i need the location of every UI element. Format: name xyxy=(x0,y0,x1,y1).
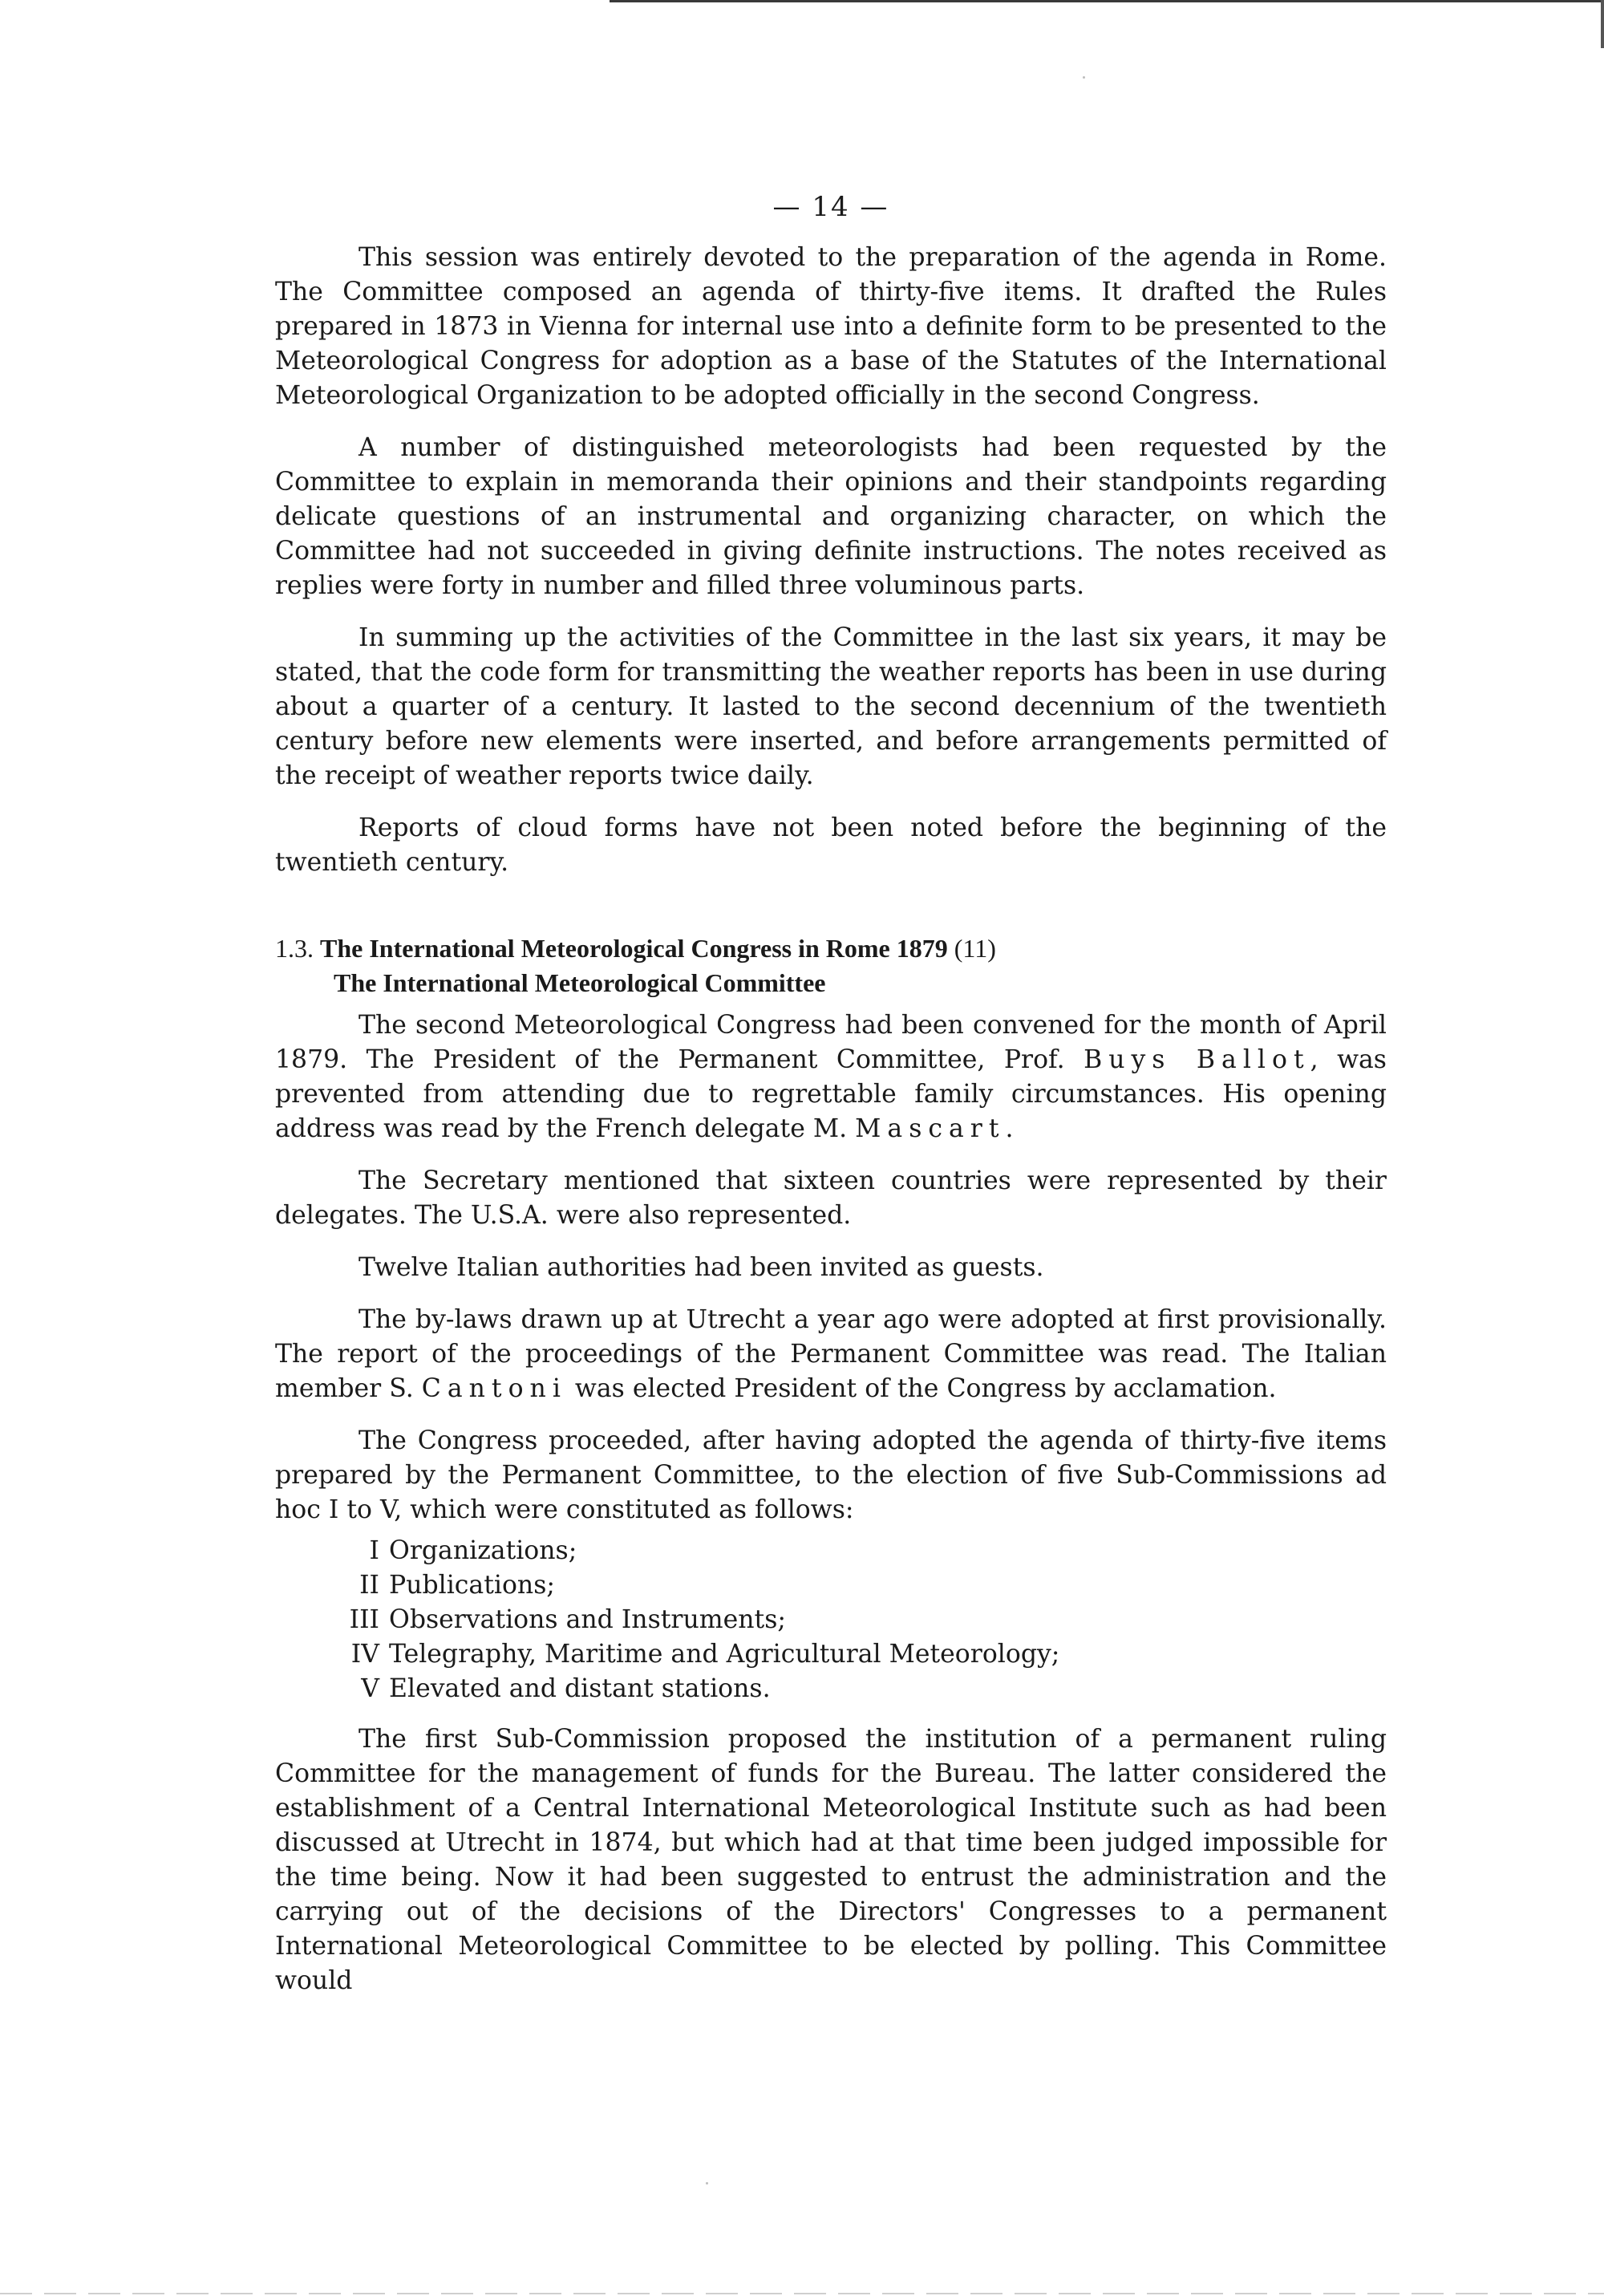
list-numeral: II xyxy=(359,1571,379,1600)
list-item xyxy=(275,1568,1387,1603)
person-name-cantoni: Cantoni xyxy=(421,1374,567,1403)
paragraph-first-sub-commission: The first Sub-Commission proposed the institution of a permanent ruling Committee for the management of funds for the Bureau. The latter considered the establishment of a Central International Meteorological Institute such as had been discussed at Utrecht in 1874, but which had at that time been judged impossible for the time being. Now it had been suggested to entrust the administration and the carrying out of the decisions of the Directors' Congresses to a permanent International Meteorological Committee to be elected by polling. This Committee would xyxy=(275,1725,1387,1995)
scan-speck xyxy=(706,2182,708,2184)
section-reference: (11) xyxy=(954,934,996,963)
paragraph-text: . xyxy=(1005,1114,1014,1143)
person-name-buys-ballot: Buys Ballot xyxy=(1084,1045,1310,1074)
section-subheading xyxy=(334,966,1387,1000)
paragraph-cloud-forms: Reports of cloud forms have not been noted before the beginning of the twentieth century. xyxy=(275,813,1387,877)
list-label: Organizations; xyxy=(389,1536,577,1565)
section-title: The International Meteorological Congress in Rome 1879 xyxy=(320,934,948,963)
list-item xyxy=(275,1603,1387,1637)
paragraph-agenda: This session was entirely devoted to the preparation of the agenda in Rome. The Committee composed an agenda of thirty-five items. It drafted the Rules prepared in 1873 in Vienna for internal use into a definite form to be presented to the Meteorological Congress for adoption as a base of the Statutes of the International Meteorological Organization to be adopted officially in the second Congress. xyxy=(275,243,1387,410)
list-label: Publications; xyxy=(389,1571,555,1600)
list-item xyxy=(275,1637,1387,1672)
paragraph-text: The by-laws drawn up at Utrecht a year ago were adopted at first provisionally. The report of the proceedings of the Permanent Committee was read. The Italian member S. xyxy=(275,1305,1387,1403)
scan-speck xyxy=(1083,76,1085,79)
list-numeral: I xyxy=(369,1536,379,1565)
list-numeral: V xyxy=(361,1674,379,1703)
paragraph-secretary: The Secretary mentioned that sixteen countries were represented by their delegates. The U.S.A. were also represented. xyxy=(275,1166,1387,1230)
page-number: — 14 — xyxy=(772,191,889,223)
list-numeral: IV xyxy=(350,1640,379,1669)
list-label: Telegraphy, Maritime and Agricultural Meteorology; xyxy=(389,1640,1060,1669)
paragraph-summary: In summing up the activities of the Committee in the last six years, it may be stated, that the code form for transmitting the weather reports has been in use during about a quarter of a century. It lasted to the second decennium of the twentieth century before new elements were inserted, and before arrangements permitted of the receipt of weather reports twice daily. xyxy=(275,623,1387,790)
scan-border-top xyxy=(610,0,1604,2)
paragraph-text: , was prevented from attending due to regrettable family circumstances. His opening address was read by the French delegate M. xyxy=(275,1045,1387,1143)
scan-border-right xyxy=(1601,0,1604,48)
list-numeral: III xyxy=(349,1605,379,1634)
section-number: 1.3. xyxy=(275,934,314,963)
paragraph-congress-convened xyxy=(275,1008,1387,1146)
paragraph-text: was elected President of the Congress by acclamation. xyxy=(566,1374,1277,1403)
paragraph-by-laws xyxy=(275,1303,1387,1406)
paragraph-text: The second Meteorological Congress had been convened for the month of April 1879. The President of the Permanent Committee, Prof. xyxy=(275,1011,1387,1074)
scan-border-bottom xyxy=(0,2293,1604,2294)
list-label: Observations and Instruments; xyxy=(389,1605,786,1634)
document-page xyxy=(275,191,1387,2016)
list-item xyxy=(275,1534,1387,1568)
section-subtitle: The International Meteorological Committee xyxy=(334,968,826,997)
paragraph-sub-commissions: The Congress proceeded, after having adopted the agenda of thirty-five items prepared by the Permanent Committee, to the election of five Sub-Commissions ad hoc I to V, which were constituted as follows: xyxy=(275,1426,1387,1524)
sub-commission-list xyxy=(275,1534,1387,1706)
section-heading xyxy=(275,931,1387,966)
paragraph-guests: Twelve Italian authorities had been invited as guests. xyxy=(358,1253,1044,1282)
list-label: Elevated and distant stations. xyxy=(389,1674,771,1703)
paragraph-memoranda: A number of distinguished meteorologists had been requested by the Committee to explain in memoranda their opinions and their standpoints regarding delicate questions of an instrumental and organizing character, on which the Committee had not succeeded in giving definite instructions. The notes received as replies were forty in number and filled three voluminous parts. xyxy=(275,433,1387,600)
person-name-mascart: Mascart xyxy=(855,1114,1006,1143)
list-item xyxy=(275,1672,1387,1706)
